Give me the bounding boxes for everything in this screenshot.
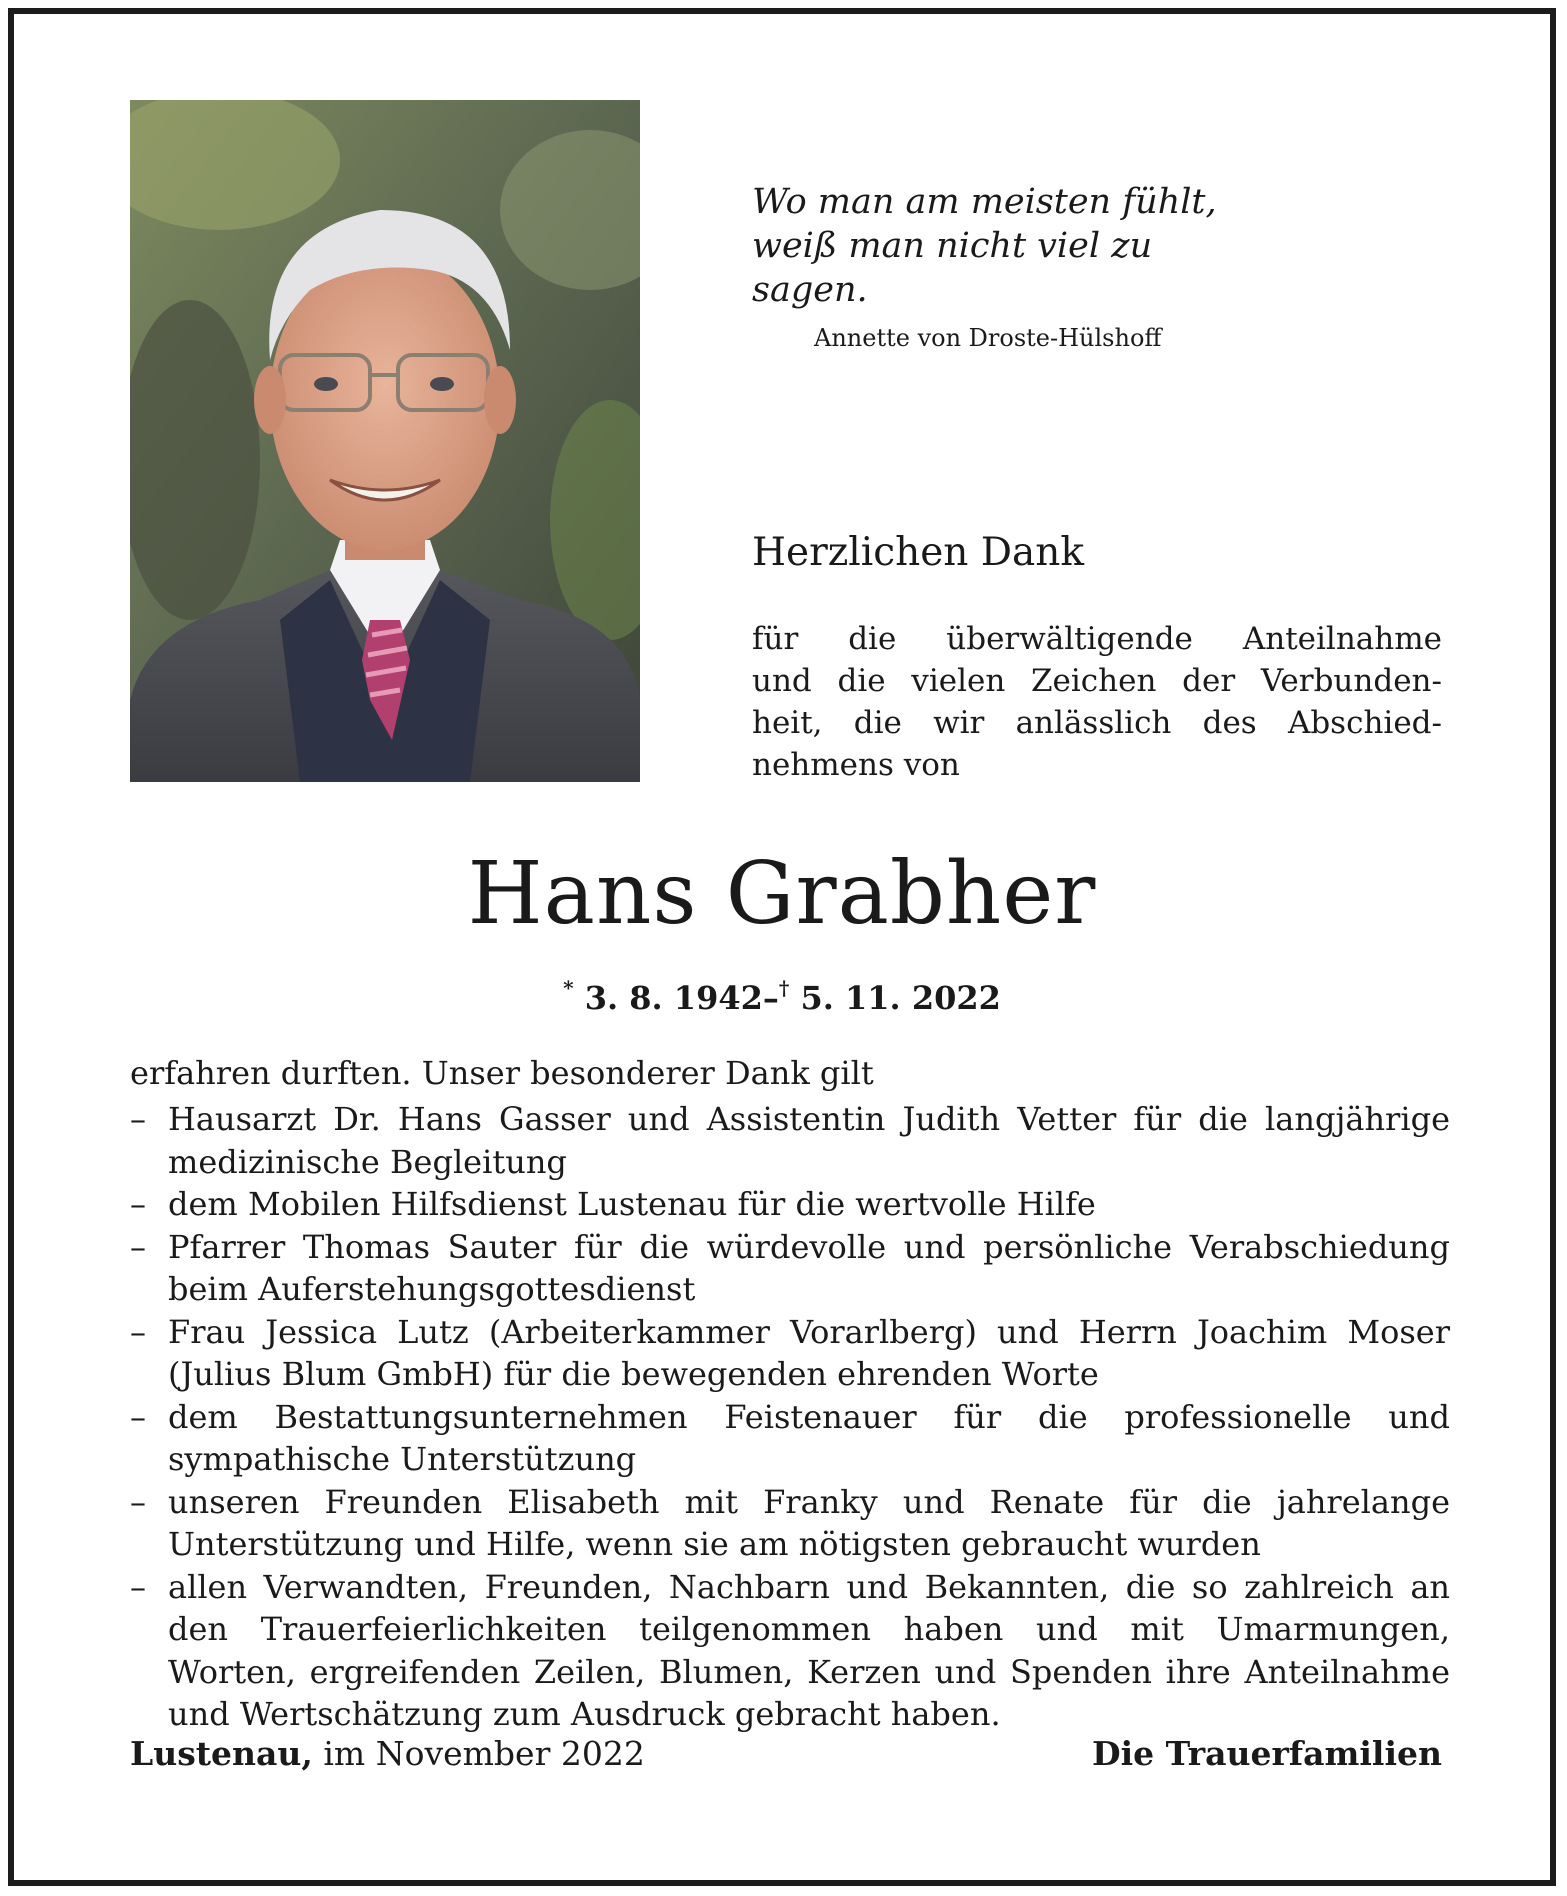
quote-line-2: weiß man nicht viel zu sagen.: [752, 226, 1153, 310]
thanks-list: [130, 1098, 1450, 1736]
footer-place-date: [130, 1732, 645, 1776]
date-separator: –: [762, 979, 779, 1017]
birth-date: 3. 8. 1942: [584, 979, 763, 1017]
quote-author: Annette von Droste-Hülshoff: [814, 324, 1162, 352]
list-item: – Frau Jessica Lutz (Arbeiterkammer Vorarlberg) und Herrn Joachim Moser (Julius Blum GmbH) für die bewegenden ehrenden Worte: [130, 1311, 1450, 1396]
death-date: 5. 11. 2022: [800, 979, 1001, 1017]
list-item: – unseren Freunden Elisabeth mit Franky und Renate für die jahrelange Unterstützung und Hilfe, wenn sie am nötigsten gebraucht wurden: [130, 1481, 1450, 1566]
quote-block: [752, 180, 1252, 354]
birth-symbol: *: [563, 976, 574, 1000]
deceased-name: Hans Grabher: [467, 844, 1097, 944]
portrait-illustration: [130, 100, 640, 782]
list-item: – Hausarzt Dr. Hans Gasser und Assistentin Judith Vetter für die langjährige medizinische Begleitung: [130, 1098, 1450, 1183]
list-item: – dem Mobilen Hilfsdienst Lustenau für die wertvolle Hilfe: [130, 1183, 1450, 1226]
thanks-line: und die vielen Zeichen der Verbunden-: [752, 663, 1442, 699]
obituary-frame: [8, 8, 1556, 1886]
thanks-heading: Herzlichen Dank: [752, 530, 1085, 575]
thanks-line: heit, die wir anlässlich des Abschied-: [752, 705, 1442, 741]
portrait-photo: [130, 100, 640, 782]
thanks-line: für die überwältigende Anteilnahme: [752, 621, 1442, 657]
death-symbol: †: [778, 976, 790, 1000]
quote-line-1: Wo man am meisten fühlt,: [752, 182, 1217, 222]
footer-signature: Die Trauerfamilien: [1091, 1734, 1442, 1773]
thanks-paragraph: [752, 618, 1442, 786]
list-item: – allen Verwandten, Freunden, Nachbarn und Bekannten, die so zahlreich an den Trauerfeierlichkeiten teilgenommen haben und mit Umarmungen, Worten, ergreifenden Zeilen, Blumen, Kerzen und Spenden ihre Anteilnahme und Wertschätzung zum Ausdruck gebracht haben.: [130, 1566, 1450, 1736]
footer-date: im November 2022: [323, 1734, 645, 1773]
list-item: – dem Bestattungsunternehmen Feistenauer für die professionelle und sympathische Unterstützung: [130, 1396, 1450, 1481]
footer-place: Lustenau,: [130, 1734, 313, 1773]
body-intro: erfahren durften. Unser besonderer Dank gilt: [130, 1054, 874, 1092]
thanks-line: nehmens von: [752, 747, 960, 783]
life-dates: [14, 968, 1550, 1018]
list-item: – Pfarrer Thomas Sauter für die würdevolle und persönliche Verabschiedung beim Auferstehungsgottesdienst: [130, 1226, 1450, 1311]
